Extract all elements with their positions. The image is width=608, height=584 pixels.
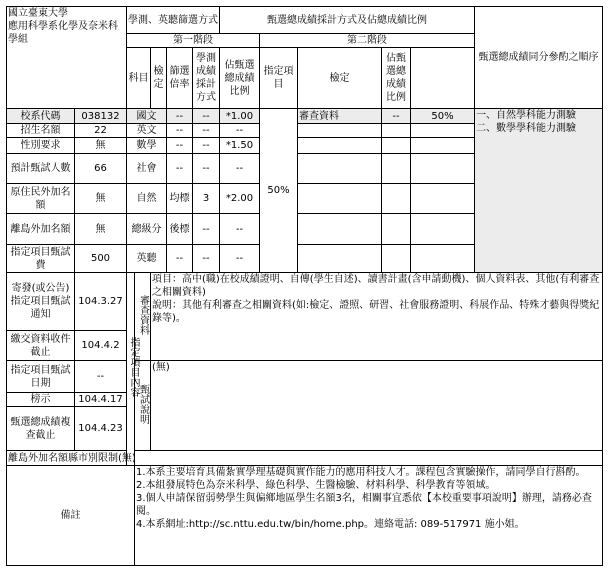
island-limit: 離島外加名額縣市別限制(無) — [7, 451, 603, 466]
subject-cell: 數學 — [127, 138, 167, 154]
multiplier-cell: -- — [193, 124, 220, 138]
method-cell: -- — [220, 154, 260, 184]
check-cell: -- — [167, 245, 193, 273]
method-cell: -- — [220, 214, 260, 245]
schedule-label: 繳交資料收件截止 — [7, 331, 75, 361]
method-cell: -- — [220, 124, 260, 138]
schedule-label: 寄發(或公告)指定項目甄試通知 — [7, 273, 75, 331]
stage2-empty — [382, 245, 411, 273]
stage2-empty — [298, 245, 382, 273]
specified-items-label: 指定項目內容 — [127, 273, 135, 466]
exam-desc-label: 甄試說明 — [135, 361, 151, 451]
col-check2: 檢定 — [298, 48, 382, 109]
stage2-empty — [411, 245, 475, 273]
stage2-empty — [411, 184, 475, 214]
subject-cell: 自然 — [127, 184, 167, 214]
stage2-empty — [411, 214, 475, 245]
schedule-value: -- — [75, 361, 127, 393]
schedule-value: 104.4.2 — [75, 331, 127, 361]
info-value: 無 — [75, 184, 127, 214]
method-cell: *2.00 — [220, 184, 260, 214]
schedule-value: 104.4.17 — [75, 393, 127, 407]
exam-desc: (無) — [151, 361, 603, 451]
schedule-label: 甄選總成績複查截止 — [7, 407, 75, 451]
stage2-ratio: 50% — [411, 109, 475, 124]
stage2-empty — [411, 124, 475, 138]
stage2-empty — [411, 154, 475, 184]
review-content: 項目：高中(職)在校成績證明、自傳(學生自述)、讀書計畫(含申請動機)、個人資料表、其他(有利審查之相關資料) 說明：其他有利審查之相關資料(如:檢定、證照、研習、社會服務證明、科展作品、特殊才藝與得獎紀錄等)。 — [151, 273, 603, 361]
info-label: 性別要求 — [7, 138, 75, 154]
subject-cell: 社會 — [127, 154, 167, 184]
note-item: 2.本組發展特色為奈米科學、綠色科學、生醫檢驗、材料科學、科學教育等領域。 — [136, 480, 496, 491]
info-value: 038132 — [75, 109, 127, 124]
stage2-empty — [382, 214, 411, 245]
notes-content — [135, 466, 603, 566]
col-subject: 科目 — [127, 48, 151, 109]
info-label: 校系代碼 — [7, 109, 75, 124]
info-value: 22 — [75, 124, 127, 138]
info-label: 離島外加名額 — [7, 214, 75, 245]
stage1-ratio: 50% — [260, 109, 298, 273]
col-ratio1: 佔甄選總成績比例 — [220, 48, 260, 109]
info-value: 無 — [75, 138, 127, 154]
review-label: 審查資料 — [135, 273, 151, 361]
info-label: 預計甄試人數 — [7, 154, 75, 184]
check-cell: -- — [167, 154, 193, 184]
stage2-empty — [411, 138, 475, 154]
multiplier-cell: -- — [193, 245, 220, 273]
schedule-label: 榜示 — [7, 393, 75, 407]
subject-cell: 英文 — [127, 124, 167, 138]
col-item: 指定項目 — [260, 48, 298, 109]
admission-table — [6, 6, 603, 566]
subject-cell: 總級分 — [127, 214, 167, 245]
multiplier-cell: -- — [193, 154, 220, 184]
schedule-label: 指定項目甄試日期 — [7, 361, 75, 393]
tiebreak-header: 甄選總成績同分參酌之順序 — [475, 7, 603, 109]
stage2-empty — [298, 154, 382, 184]
schedule-value: 104.4.23 — [75, 407, 127, 451]
stage2-empty — [382, 124, 411, 138]
method-cell: *1.00 — [220, 109, 260, 124]
subject-cell: 英聽 — [127, 245, 167, 273]
notes-label: 備註 — [7, 466, 135, 566]
stage2-empty — [382, 154, 411, 184]
check-cell: 後標 — [167, 214, 193, 245]
check-cell: -- — [167, 138, 193, 154]
stage2-empty — [298, 138, 382, 154]
tiebreak-list: 一、自然學科能力測驗 二、數學學科能力測驗 — [475, 109, 603, 273]
note-item: 4.本系網址:http://sc.nttu.edu.tw/bin/home.php。連絡電話: 089-517971 施小姐。 — [136, 519, 525, 530]
col-method: 學測成績採計方式 — [193, 48, 220, 109]
multiplier-cell: -- — [193, 109, 220, 124]
note-item: 1.本系主要培育具備紮實學理基礎與實作能力的應用科技人才。課程包含實驗操作，請同學自行斟酌。 — [136, 467, 586, 478]
subject-cell: 國文 — [127, 109, 167, 124]
check-cell: -- — [167, 109, 193, 124]
stage2-empty — [298, 184, 382, 214]
stage1-header: 第一階段 — [127, 34, 260, 48]
col-ratio2: 佔甄選總成績比例 — [382, 48, 411, 109]
multiplier-cell: 3 — [193, 184, 220, 214]
school-name: 國立臺東大學 應用科學系化學及奈米科學組 — [7, 7, 127, 109]
score-method-header: 甄選總成績採計方式及佔總成績比例 — [220, 7, 475, 34]
info-value: 500 — [75, 245, 127, 273]
info-value: 無 — [75, 214, 127, 245]
method-cell: -- — [220, 245, 260, 273]
info-label: 招生名額 — [7, 124, 75, 138]
check-cell: -- — [167, 124, 193, 138]
multiplier-cell: -- — [193, 214, 220, 245]
info-label: 原住民外加名額 — [7, 184, 75, 214]
col-multiplier: 篩選倍率 — [167, 48, 193, 109]
stage2-empty — [382, 138, 411, 154]
stage2-empty — [298, 214, 382, 245]
stage2-header: 第二階段 — [260, 34, 475, 48]
exam-type-header: 學測、英聽篩選方式 — [127, 7, 220, 34]
note-item: 3.個人申請保留弱勢學生與偏鄉地區學生名額3名，相關事宜悉依【本校重要事項說明】辦理，請務必查閱。 — [136, 493, 592, 517]
stage2-item: 審查資料 — [298, 109, 382, 124]
schedule-value: 104.3.27 — [75, 273, 127, 331]
info-value: 66 — [75, 154, 127, 184]
stage2-empty — [382, 184, 411, 214]
col-check: 檢定 — [151, 48, 167, 109]
check-cell: 均標 — [167, 184, 193, 214]
info-label: 指定項目甄試費 — [7, 245, 75, 273]
stage2-check: -- — [382, 109, 411, 124]
method-cell: *1.50 — [220, 138, 260, 154]
multiplier-cell: -- — [193, 138, 220, 154]
stage2-empty — [298, 124, 382, 138]
